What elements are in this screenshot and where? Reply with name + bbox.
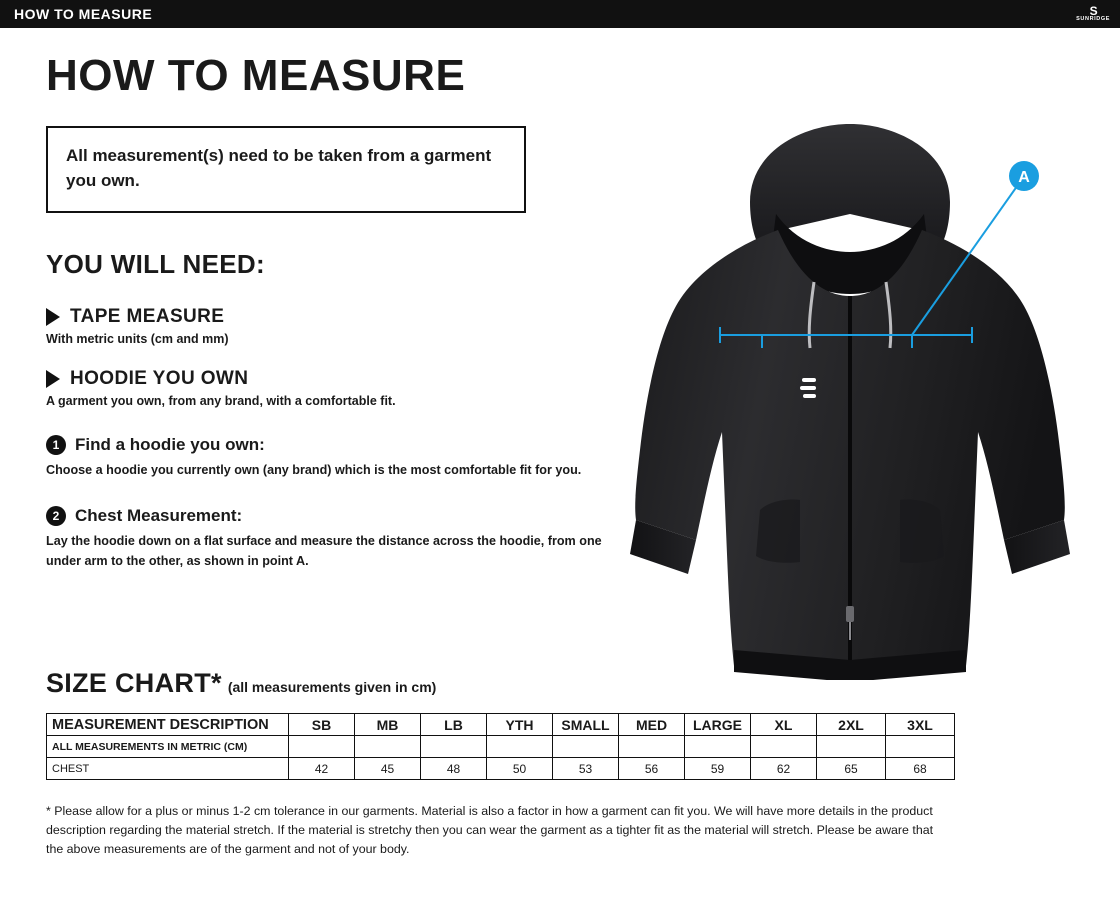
column-header-yth: YTH [487,714,553,736]
need-item-sub: A garment you own, from any brand, with a comfortable fit. [46,393,396,408]
cell-metric-mb [355,736,421,758]
table-header-row [47,714,955,736]
need-item-header [46,368,626,390]
cell-metric-sb [289,736,355,758]
callout-marker-label: A [1018,169,1030,186]
hoodie-diagram [600,110,1100,680]
size-chart-title-note: (all measurements given in cm) [227,679,437,695]
callout-box [46,126,526,213]
top-bar-title: HOW TO MEASURE [14,6,153,22]
table-row [47,736,955,758]
column-header-lb: LB [421,714,487,736]
need-item-header [46,306,626,328]
table-row [47,758,955,780]
column-header-3xl: 3XL [886,714,955,736]
cell-chest-large: 59 [685,758,751,780]
step-title: Find a hoodie you own: [75,434,265,454]
cell-metric-large [685,736,751,758]
need-item-tape-measure [46,306,626,347]
zip-pull [846,606,854,622]
need-item-label: TAPE MEASURE [70,306,225,328]
cell-chest-2xl: 65 [817,758,886,780]
brand-name-label: SUNRIDGE [1076,15,1110,22]
cell-chest-lb: 48 [421,758,487,780]
pocket-left [756,499,800,562]
column-header-large: LARGE [685,714,751,736]
cell-chest-3xl: 68 [886,758,955,780]
triangle-bullet-icon [46,308,60,326]
cell-metric-small [553,736,619,758]
step-header [46,506,626,526]
cell-metric-lb [421,736,487,758]
column-header-sb: SB [289,714,355,736]
step-number-badge: 2 [46,506,66,526]
column-header-small: SMALL [553,714,619,736]
size-chart-section [46,668,1076,860]
cell-chest-xl: 62 [751,758,817,780]
step-title: Chest Measurement: [75,506,243,526]
pocket-right [900,499,944,562]
cell-metric-med [619,736,685,758]
cell-metric-2xl [817,736,886,758]
column-header-med: MED [619,714,685,736]
need-item-hoodie [46,368,626,409]
left-content-column [46,51,626,571]
cell-chest-med: 56 [619,758,685,780]
cell-chest-sb: 42 [289,758,355,780]
need-item-sub: With metric units (cm and mm) [46,332,229,347]
size-chart-title-row [46,668,1076,699]
column-header-mb: MB [355,714,421,736]
top-bar [0,0,1120,28]
step-body: Choose a hoodie you currently own (any brand) which is the most comfortable fit for you. [46,462,582,477]
page-title: HOW TO MEASURE [46,51,466,100]
triangle-bullet-icon [46,370,60,388]
row-label-chest: CHEST [47,758,289,780]
need-item-label: HOODIE YOU OWN [70,367,249,389]
hoodie-illustration-svg [600,110,1100,680]
step-2 [46,506,626,571]
step-number-badge: 1 [46,435,66,455]
column-header-2xl: 2XL [817,714,886,736]
cell-chest-mb: 45 [355,758,421,780]
row-label-metric: ALL MEASUREMENTS IN METRIC (CM) [47,736,289,758]
step-1 [46,435,626,481]
brand-mark-icon: S [1089,3,1097,18]
cell-metric-yth [487,736,553,758]
size-chart-table [46,713,955,780]
cell-chest-yth: 50 [487,758,553,780]
brand-logo [1076,3,1120,23]
step-body: Lay the hoodie down on a flat surface and measure the distance across the hoodie, from one under arm to the other, as shown in point A. [46,534,602,568]
cell-metric-3xl [886,736,955,758]
cell-chest-small: 53 [553,758,619,780]
you-will-need-title: YOU WILL NEED: [46,249,265,280]
size-chart-title: SIZE CHART* [46,668,222,698]
column-header-xl: XL [751,714,817,736]
column-header-description: MEASUREMENT DESCRIPTION [47,714,289,736]
step-header [46,435,626,455]
footnote-text: * Please allow for a plus or minus 1-2 cm tolerance in our garments. Material is also a factor in how a garment can fit you. We will have more details in the product description regarding the material stretch. If the material is stretchy then you can wear the garment as a tighter fit as the material will stretch. Please be aware that the above measurements are of the garment and not of your body. [46,804,934,857]
callout-text: All measurement(s) need to be taken from a garment you own. [66,146,492,190]
cell-metric-xl [751,736,817,758]
